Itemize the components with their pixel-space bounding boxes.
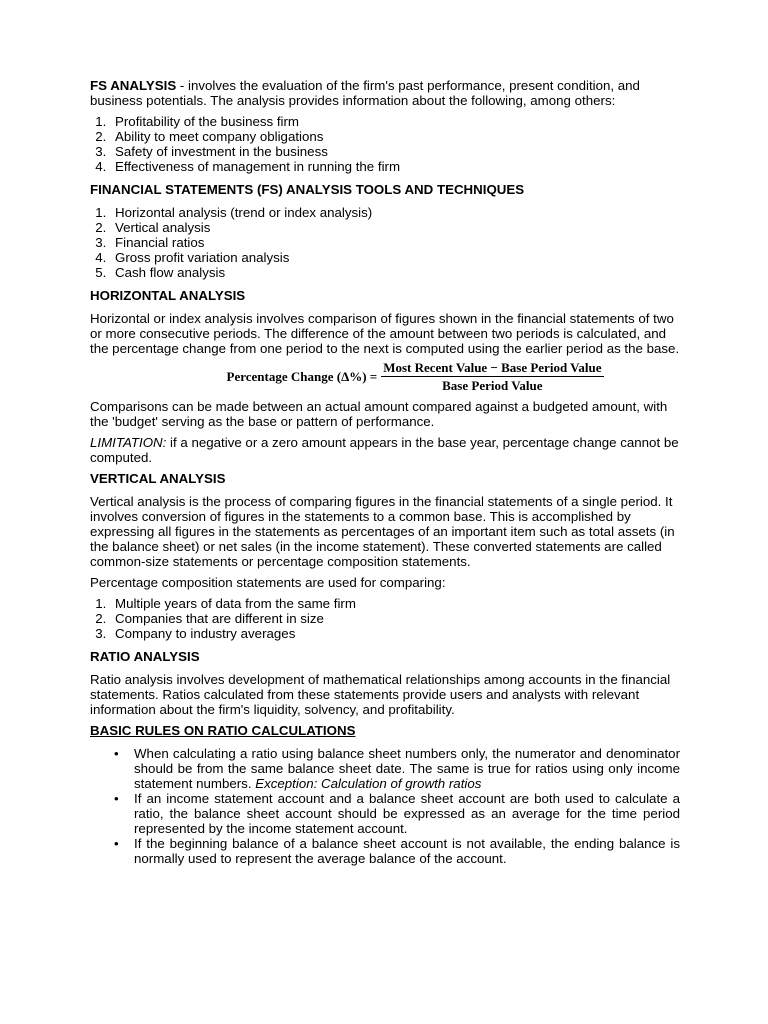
vertical-lead: Percentage composition statements are used for comparing: (90, 575, 446, 590)
intro-list (90, 114, 680, 174)
list-item: 4. Gross profit variation analysis (110, 250, 680, 265)
list-item: 1. Horizontal analysis (trend or index analysis) (110, 205, 680, 220)
formula-lhs (227, 369, 378, 384)
rule-1-text: When calculating a ratio using balance sheet numbers only, the numerator and denominator should be from the same balance sheet date. The same is true for ratios using only income statement numbers. (134, 746, 680, 791)
rule-1-exception: Exception: Calculation of growth ratios (255, 776, 482, 791)
list-item: 2. Ability to meet company obligations (110, 129, 680, 144)
horizontal-heading: HORIZONTAL ANALYSIS (90, 288, 246, 303)
comparison-paragraph: Comparisons can be made between an actual amount compared against a budgeted amount, with the 'budget' serving as the base or pattern of performance. (90, 399, 668, 429)
rules-heading: BASIC RULES ON RATIO CALCULATIONS (90, 723, 356, 738)
limitation-text: if a negative or a zero amount appears in the base year, percentage change cannot be computed. (90, 435, 679, 465)
list-item: 1. Multiple years of data from the same firm (110, 596, 680, 611)
list-item: 3. Financial ratios (110, 235, 680, 250)
horizontal-paragraph: Horizontal or index analysis involves comparison of figures shown in the financial statements of two or more consecutive periods. The difference of the amount between two periods is calculated, and the percentage change from one period to the next is computed using the earlier period as the base. (90, 311, 680, 356)
list-item: 5. Cash flow analysis (110, 265, 680, 280)
list-item: • If the beginning balance of a balance sheet account is not available, the ending balance is normally used to represent the average balance of the account. (134, 836, 680, 866)
list-item: 3. Safety of investment in the business (110, 144, 680, 159)
tools-heading: FINANCIAL STATEMENTS (FS) ANALYSIS TOOLS AND TECHNIQUES (90, 182, 525, 197)
list-item: 1. Profitability of the business firm (110, 114, 680, 129)
percentage-change-formula (90, 360, 680, 393)
rules-list (90, 746, 680, 866)
intro-term: FS ANALYSIS (90, 78, 177, 93)
limitation-paragraph (90, 435, 680, 465)
list-item: 2. Vertical analysis (110, 220, 680, 235)
formula-denominator: Base Period Value (442, 378, 543, 393)
intro-text: - involves the evaluation of the firm's past performance, present condition, and business potentials. The analysis provides information about the following, among others: (90, 78, 640, 108)
intro-paragraph (90, 78, 680, 108)
limitation-label: LIMITATION: (90, 435, 167, 450)
vertical-paragraph: Vertical analysis is the process of comparing figures in the financial statements of a single period. It involves conversion of figures in the statements to a common base. This is accomplished by expressing all figures in the statements as percentages of an important item such as total assets (in the balance sheet) or net sales (in the income statement). These converted statements are called common-size statements or percentage composition statements. (90, 494, 675, 569)
formula-numerator: Most Recent Value − Base Period Value (383, 360, 602, 375)
formula-lhs-text: Percentage Change (Δ%) = (226, 369, 378, 384)
vertical-list (90, 596, 680, 641)
ratio-heading: RATIO ANALYSIS (90, 649, 200, 664)
tools-list (90, 205, 680, 280)
list-item: 4. Effectiveness of management in running the firm (110, 159, 680, 174)
ratio-paragraph: Ratio analysis involves development of mathematical relationships among accounts in the financial statements. Ratios calculated from these statements provide users and analysts with relevant information about the firm's liquidity, solvency, and profitability. (90, 672, 671, 717)
vertical-heading: VERTICAL ANALYSIS (90, 471, 226, 486)
list-item (134, 746, 680, 791)
list-item: • If an income statement account and a balance sheet account are both used to calculate a ratio, the balance sheet account should be expressed as an average for the time period represented by the income statement account. (134, 791, 680, 836)
list-item: 3. Company to industry averages (110, 626, 680, 641)
formula-fraction (381, 360, 603, 393)
list-item: 2. Companies that are different in size (110, 611, 680, 626)
